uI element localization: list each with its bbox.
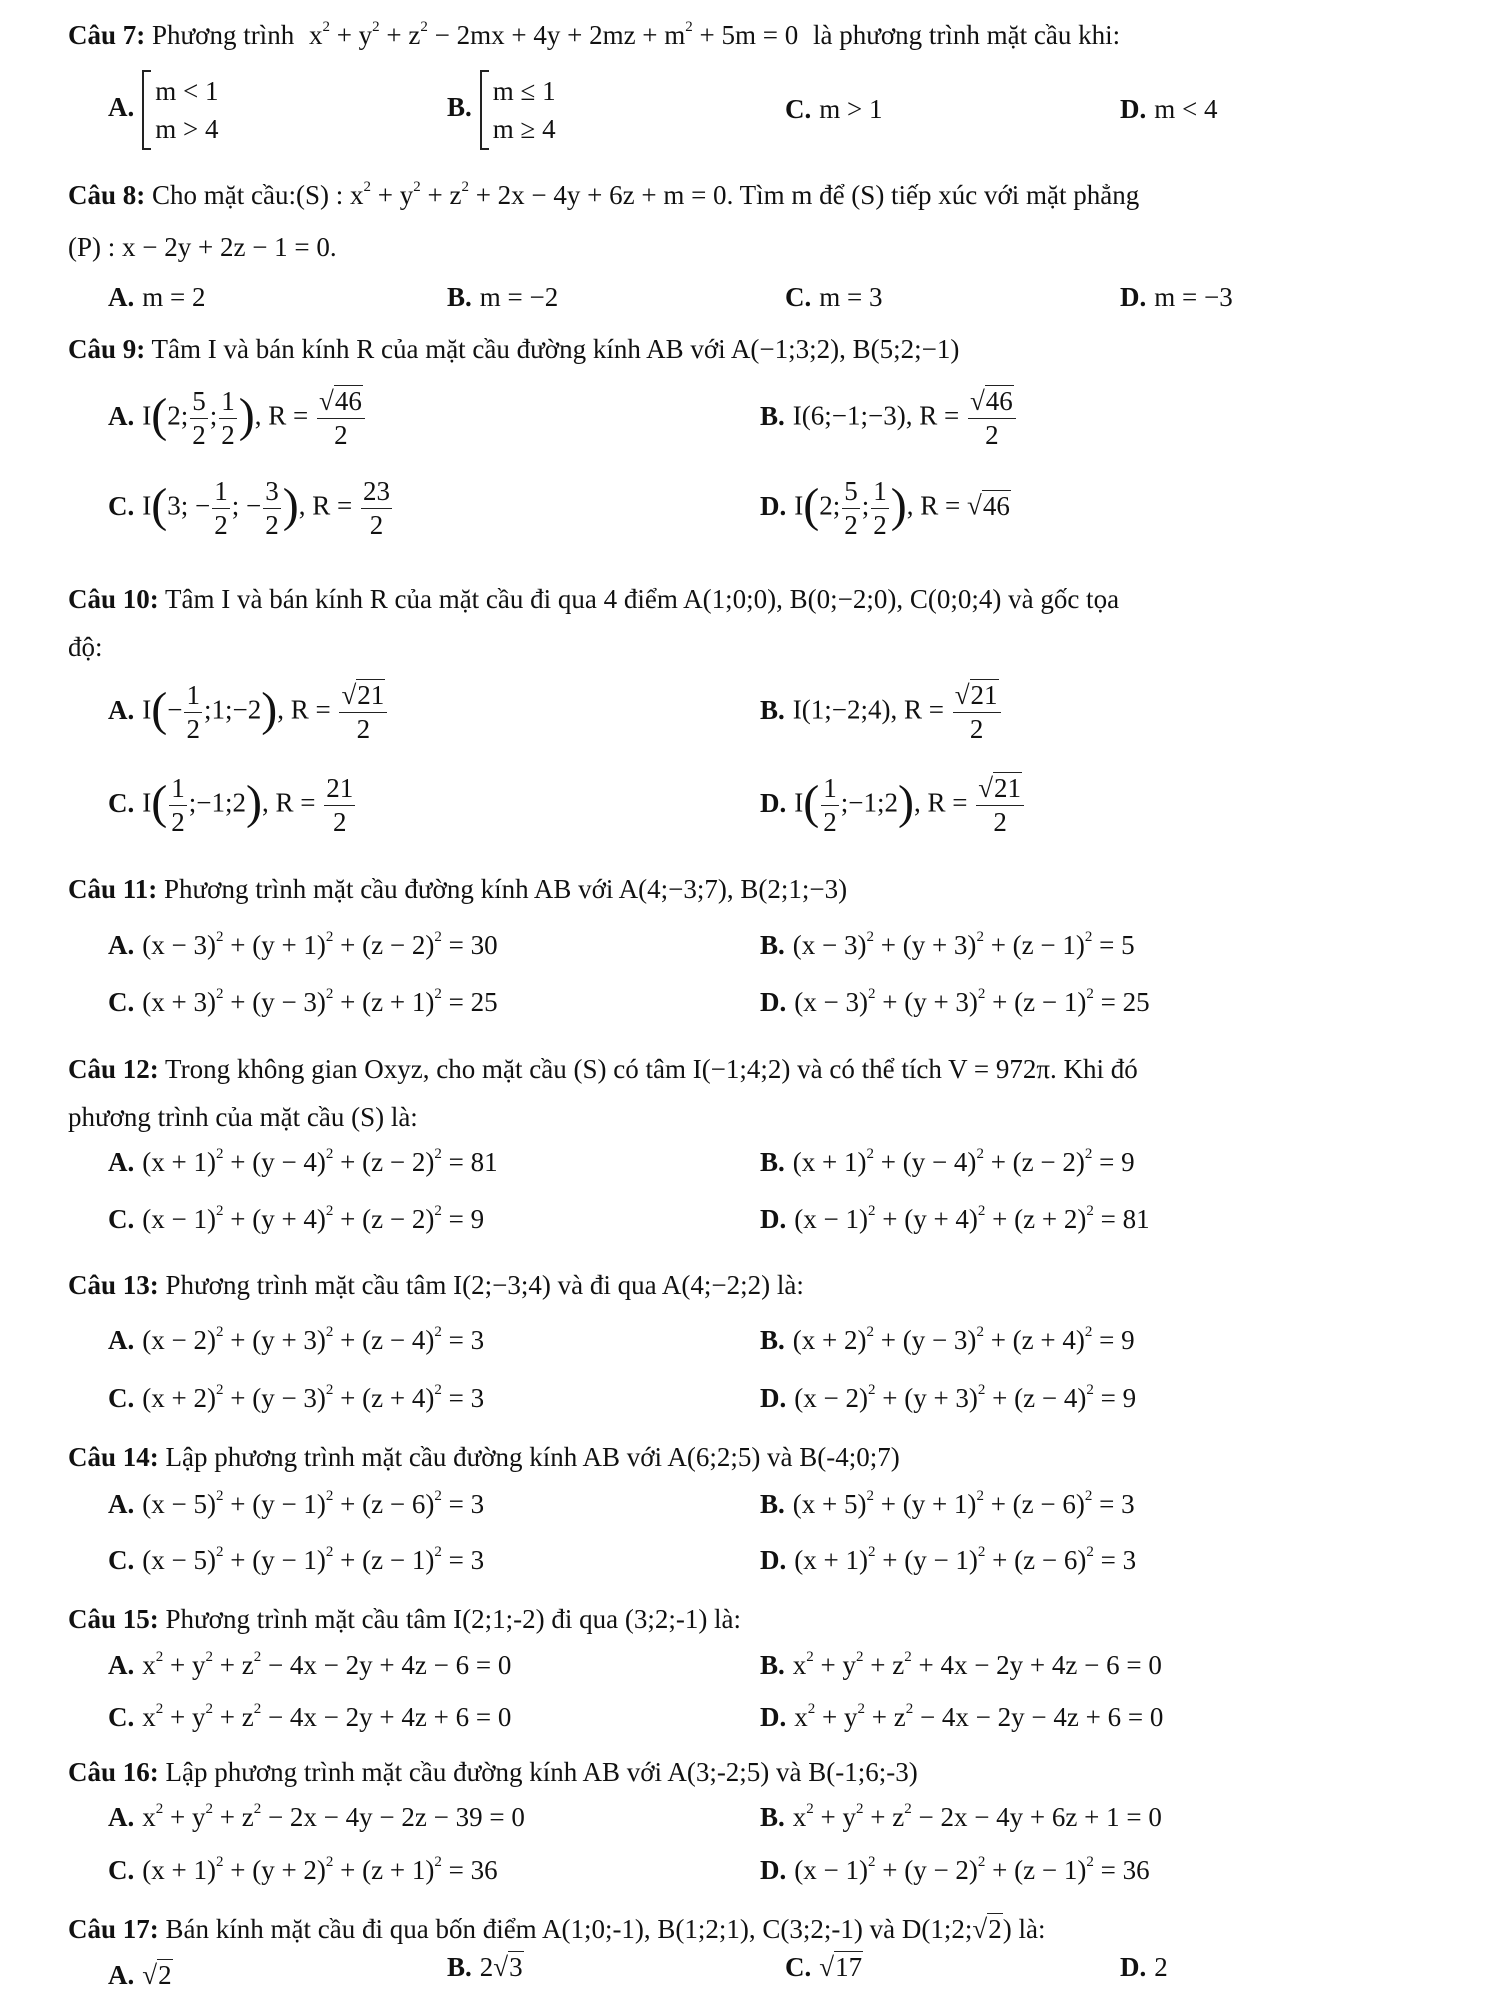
option-a[interactable]: A. I(− $\frac{1}{2}$ ;1;−2), R = $\frac{√21}{2}$ [108,682,389,743]
question-16: Câu 16: Lập phương trình mặt cầu đường kính AB với A(3;-2;5) và B(-1;6;-3) [68,1757,918,1787]
option-c[interactable]: C. $x^2 + y^2 + z^2 - 4x - 2y + 4z + 6 = 0$ [108,1701,512,1732]
question-10: Câu 10: Tâm I và bán kính R của mặt cầu đi qua 4 điểm A(1;0;0), B(0;−2;0), C(0;0;4) và gốc tọa [68,584,1120,614]
option-c[interactable]: C. I(3; − $\frac{1}{2}$ ; − $\frac{3}{2}$ ), R = $\frac{23}{2}$ [108,476,390,540]
option-a[interactable]: A. $x^2 + y^2 + z^2 - 2x - 4y - 2z - 39 = 0$ [108,1801,525,1832]
points: A(1;0;0), B(0;−2;0), C(0;0;4) [683,584,1002,614]
option-b[interactable]: B. I(6;−1;−3), R = $\frac{√46}{2}$ [760,388,1018,449]
option-b[interactable]: B. $(x - 3)^2 + (y + 3)^2 + (z - 1)^2 = 5$ [760,929,1135,960]
question-12-line2: phương trình của mặt cầu (S) là: [68,1102,418,1132]
option-d[interactable]: D. $(x - 3)^2 + (y + 3)^2 + (z - 1)^2 = 25$ [760,986,1150,1017]
question-10-line2: độ: [68,632,103,662]
question-17: Câu 17: Bán kính mặt cầu đi qua bốn điểm A(1;0;-1), B(1;2;1), C(3;2;-1) và D(1;2;√2) là: [68,1914,1046,1944]
option-d[interactable]: D. I(2; $\frac{5}{2}$ ; $\frac{1}{2}$ ), R = √46 [760,476,1010,540]
option-c[interactable]: C. m > 1 [785,94,883,124]
option-a[interactable]: A. √2 [108,1960,172,1990]
option-d[interactable]: D. 2 [1120,1952,1168,1982]
option-c[interactable]: C. $(x - 1)^2 + (y + 4)^2 + (z - 2)^2 = 9$ [108,1203,485,1234]
option-b[interactable]: B. $x^2 + y^2 + z^2 + 4x - 2y + 4z - 6 = 0$ [760,1649,1162,1680]
question-14: Câu 14: Lập phương trình mặt cầu đường kính AB với A(6;2;5) và B(-4;0;7) [68,1442,900,1472]
option-b[interactable]: B. $(x + 1)^2 + (y - 4)^2 + (z - 2)^2 = 9$ [760,1146,1135,1177]
option-c[interactable]: C. √17 [785,1952,863,1982]
option-b[interactable]: B. I(1;−2;4), R = $\frac{√21}{2}$ [760,682,1003,743]
option-a[interactable]: A. $(x + 1)^2 + (y - 4)^2 + (z - 2)^2 = 81$ [108,1146,498,1177]
option-b[interactable]: B. 2√3 [447,1952,523,1982]
option-b[interactable]: B. $(x + 2)^2 + (y - 3)^2 + (z + 4)^2 = 9$ [760,1324,1135,1355]
option-b[interactable]: B. m = −2 [447,282,559,312]
option-c[interactable]: C. $(x - 5)^2 + (y - 1)^2 + (z - 1)^2 = 3$ [108,1544,485,1575]
option-a[interactable]: A. I(2; $\frac{5}{2}$ ; $\frac{1}{2}$ ), R = $\frac{√46}{2}$ [108,388,367,449]
option-c[interactable]: C. $(x + 3)^2 + (y - 3)^2 + (z + 1)^2 = 25$ [108,986,498,1017]
option-a[interactable]: A. $(x - 2)^2 + (y + 3)^2 + (z - 4)^2 = 3$ [108,1324,485,1355]
option-d[interactable]: D. I( $\frac{1}{2}$ ;−1;2), R = $\frac{√21}{2}$ [760,775,1026,836]
option-a[interactable]: A. m = 2 [108,282,206,312]
option-c[interactable]: C. $(x + 1)^2 + (y + 2)^2 + (z + 1)^2 = 36$ [108,1854,498,1885]
question-tail: là phương trình mặt cầu khi: [813,20,1121,50]
option-d[interactable]: D. m = −3 [1120,282,1233,312]
option-a[interactable]: A. $x^2 + y^2 + z^2 - 4x - 2y + 4z - 6 = 0$ [108,1649,512,1680]
option-b[interactable]: B. $(x + 5)^2 + (y + 1)^2 + (z - 6)^2 = 3$ [760,1488,1135,1519]
option-c[interactable]: C. I( $\frac{1}{2}$ ;−1;2), R = $\frac{21}{2}$ [108,773,354,837]
option-a[interactable]: A. m < 1 m > 4 [108,70,218,150]
option-d[interactable]: D. $(x + 1)^2 + (y - 1)^2 + (z - 6)^2 = 3$ [760,1544,1137,1575]
equation: (S) : $x^2 + y^2 + z^2 + 2x - 4y + 6z + m = 0$ [295,179,727,210]
option-a[interactable]: A. $(x - 5)^2 + (y - 1)^2 + (z - 6)^2 = 3$ [108,1488,485,1519]
question-12: Câu 12: Trong không gian Oxyz, cho mặt cầu (S) có tâm I(−1;4;2) và có thể tích V = 972π. Khi đó [68,1054,1138,1084]
option-a[interactable]: A. $(x - 3)^2 + (y + 1)^2 + (z - 2)^2 = 30$ [108,929,498,960]
option-d[interactable]: D. $x^2 + y^2 + z^2 - 4x - 2y - 4z + 6 = 0$ [760,1701,1164,1732]
option-c[interactable]: C. $(x + 2)^2 + (y - 3)^2 + (z + 4)^2 = 3$ [108,1382,485,1413]
question-8: Câu 8: Cho mặt cầu:(S) : $x^2 + y^2 + z^2 + 2x - 4y + 6z + m = 0$. Tìm m để (S) tiếp xúc với mặt phẳng [68,179,1140,210]
equation: $x^2 + y^2 + z^2 - 2mx + 4y + 2mz + m^2 + 5m = 0$ [308,19,799,50]
option-d[interactable]: D. m < 4 [1120,94,1218,124]
points: A(−1;3;2), B(5;2;−1) [730,334,960,364]
question-8-line2: (P) : x − 2y + 2z − 1 = 0. [68,232,337,262]
option-d[interactable]: D. $(x - 2)^2 + (y + 3)^2 + (z - 4)^2 = 9$ [760,1382,1137,1413]
option-c[interactable]: C. m = 3 [785,282,883,312]
question-13: Câu 13: Phương trình mặt cầu tâm I(2;−3;4) và đi qua A(4;−2;2) là: [68,1270,804,1300]
question-15: Câu 15: Phương trình mặt cầu tâm I(2;1;-2) đi qua (3;2;-1) là: [68,1604,742,1634]
option-d[interactable]: D. $(x - 1)^2 + (y + 4)^2 + (z + 2)^2 = 81$ [760,1203,1150,1234]
option-d[interactable]: D. $(x - 1)^2 + (y - 2)^2 + (z - 1)^2 = 36$ [760,1854,1150,1885]
bracket-icon [142,70,151,150]
question-number: Câu 7: [68,20,146,50]
points: A(4;−3;7), B(2;1;−3) [618,874,848,904]
question-11: Câu 11: Phương trình mặt cầu đường kính AB với A(4;−3;7), B(2;1;−3) [68,874,848,904]
question-9: Câu 9: Tâm I và bán kính R của mặt cầu đường kính AB với A(−1;3;2), B(5;2;−1) [68,334,960,364]
question-text: Phương trình [152,20,295,50]
bracket-icon [480,70,489,150]
question-7 [68,18,1120,52]
option-b[interactable]: B. m ≤ 1 m ≥ 4 [447,70,556,150]
option-b[interactable]: B. $x^2 + y^2 + z^2 - 2x - 4y + 6z + 1 = 0$ [760,1801,1162,1832]
